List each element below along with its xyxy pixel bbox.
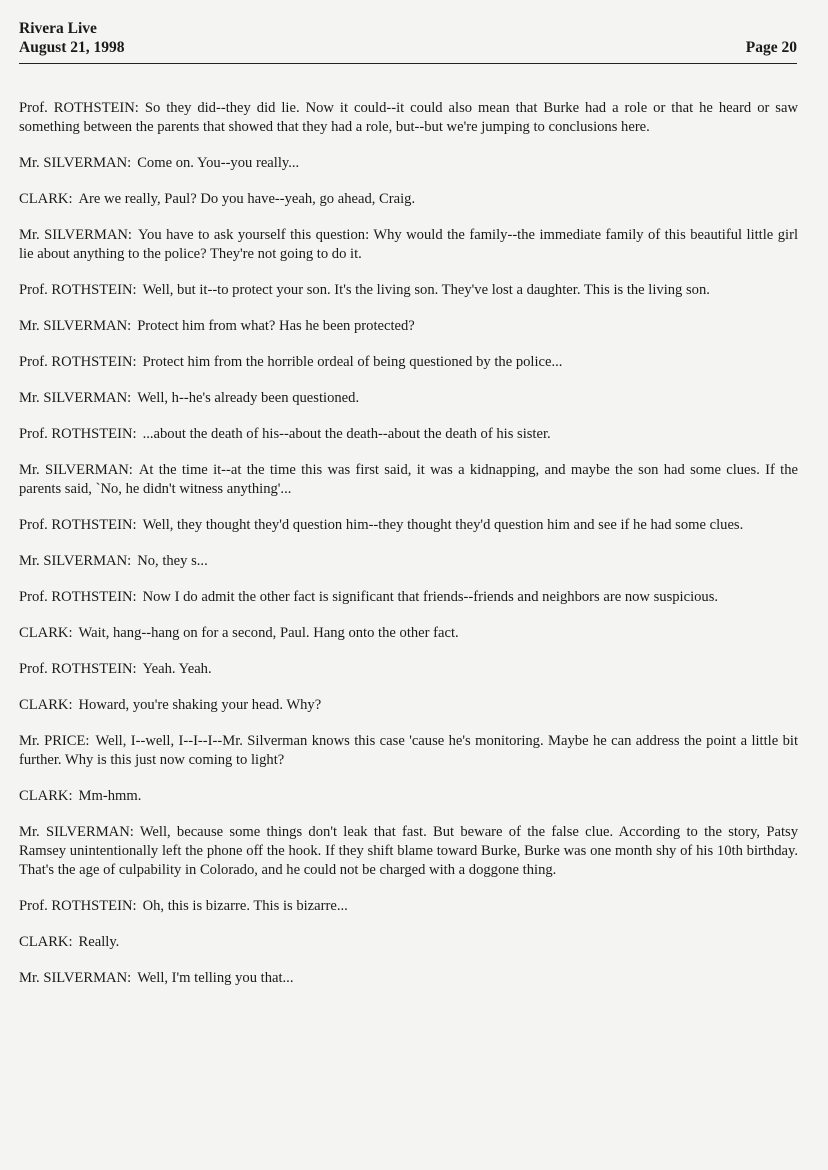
dialogue-text: Protect him from what? Has he been protected? bbox=[137, 318, 415, 334]
speaker-name: CLARK: bbox=[19, 191, 73, 207]
dialogue-text: Mm-hmm. bbox=[78, 788, 142, 804]
transcript-paragraph bbox=[19, 353, 798, 372]
transcript-paragraph bbox=[19, 190, 798, 209]
speaker-name: Prof. ROTHSTEIN: bbox=[19, 354, 137, 370]
transcript-paragraph bbox=[19, 154, 798, 173]
dialogue-text: So they did--they did lie. Now it could--it could also mean that Burke had a role or that he heard or saw something between the parents that showed that they had a role, but--but we're jumping to conclusions here. bbox=[19, 100, 798, 135]
page-number: Page 20 bbox=[745, 39, 797, 56]
speaker-name: CLARK: bbox=[19, 788, 73, 804]
dialogue-text: Well, h--he's already been questioned. bbox=[137, 390, 360, 406]
dialogue-text: Yeah. Yeah. bbox=[142, 661, 212, 677]
transcript-paragraph bbox=[19, 969, 798, 988]
speaker-name: Mr. SILVERMAN: bbox=[19, 318, 132, 334]
speaker-name: Prof. ROTHSTEIN: bbox=[19, 898, 137, 914]
speaker-name: Mr. SILVERMAN: bbox=[19, 970, 132, 986]
transcript-paragraph bbox=[19, 552, 798, 571]
transcript-paragraph bbox=[19, 696, 798, 715]
speaker-name: Mr. SILVERMAN: bbox=[19, 824, 134, 840]
dialogue-text: Come on. You--you really... bbox=[137, 155, 300, 171]
dialogue-text: Wait, hang--hang on for a second, Paul. Hang onto the other fact. bbox=[78, 625, 459, 641]
dialogue-text: Well, because some things don't leak that fast. But beware of the false clue. According to the story, Patsy Ramsey unintentionally left the phone off the hook. If they shift blame toward Burke, Burke was one month shy of his 10th birthday. That's the age of culpability in Colorado, and he could not be charged with a doggone thing. bbox=[19, 824, 798, 878]
transcript-paragraph bbox=[19, 897, 798, 916]
dialogue-text: At the time it--at the time this was first said, it was a kidnapping, and maybe the son had some clues. If the parents said, `No, he didn't witness anything'... bbox=[19, 462, 798, 497]
dialogue-text: No, they s... bbox=[137, 553, 208, 569]
transcript-paragraph bbox=[19, 823, 798, 880]
transcript-paragraph bbox=[19, 660, 798, 679]
dialogue-text: Protect him from the horrible ordeal of being questioned by the police... bbox=[142, 354, 563, 370]
transcript-paragraph bbox=[19, 99, 798, 137]
transcript-paragraph bbox=[19, 389, 798, 408]
dialogue-text: You have to ask yourself this question: Why would the family--the immediate family of this beautiful little girl lie about anything to the police? They're not going to do it. bbox=[19, 227, 798, 262]
speaker-name: Prof. ROTHSTEIN: bbox=[19, 282, 137, 298]
dialogue-text: Howard, you're shaking your head. Why? bbox=[78, 697, 322, 713]
transcript-paragraph bbox=[19, 588, 798, 607]
dialogue-text: Well, they thought they'd question him--they thought they'd question him and see if he had some clues. bbox=[142, 517, 744, 533]
speaker-name: Prof. ROTHSTEIN: bbox=[19, 100, 139, 116]
speaker-name: Prof. ROTHSTEIN: bbox=[19, 589, 137, 605]
transcript-paragraph bbox=[19, 732, 798, 770]
transcript-paragraph bbox=[19, 516, 798, 535]
speaker-name: Mr. SILVERMAN: bbox=[19, 462, 133, 478]
speaker-name: Mr. SILVERMAN: bbox=[19, 390, 132, 406]
dialogue-text: Well, I'm telling you that... bbox=[137, 970, 294, 986]
transcript-paragraph bbox=[19, 624, 798, 643]
speaker-name: Prof. ROTHSTEIN: bbox=[19, 661, 137, 677]
dialogue-text: Are we really, Paul? Do you have--yeah, go ahead, Craig. bbox=[78, 191, 416, 207]
speaker-name: CLARK: bbox=[19, 625, 73, 641]
transcript-paragraph bbox=[19, 281, 798, 300]
speaker-name: Mr. SILVERMAN: bbox=[19, 155, 132, 171]
speaker-name: Mr. PRICE: bbox=[19, 733, 90, 749]
transcript-paragraph bbox=[19, 461, 798, 499]
transcript-paragraph bbox=[19, 933, 798, 952]
header-row bbox=[19, 38, 797, 57]
speaker-name: Mr. SILVERMAN: bbox=[19, 553, 132, 569]
page-header bbox=[19, 19, 797, 57]
dialogue-text: Oh, this is bizarre. This is bizarre... bbox=[142, 898, 348, 914]
header-divider bbox=[19, 63, 797, 64]
transcript-paragraph bbox=[19, 787, 798, 806]
dialogue-text: Well, but it--to protect your son. It's the living son. They've lost a daughter. This is the living son. bbox=[142, 282, 710, 298]
broadcast-date: August 21, 1998 bbox=[19, 39, 125, 56]
transcript-paragraph bbox=[19, 226, 798, 264]
speaker-name: Prof. ROTHSTEIN: bbox=[19, 426, 137, 442]
transcript-paragraph bbox=[19, 425, 798, 444]
show-title: Rivera Live bbox=[19, 20, 97, 37]
speaker-name: Prof. ROTHSTEIN: bbox=[19, 517, 137, 533]
dialogue-text: ...about the death of his--about the death--about the death of his sister. bbox=[142, 426, 551, 442]
dialogue-text: Well, I--well, I--I--I--Mr. Silverman knows this case 'cause he's monitoring. Maybe he can address the point a little bit further. Why is this just now coming to light? bbox=[19, 733, 798, 768]
speaker-name: Mr. SILVERMAN: bbox=[19, 227, 132, 243]
speaker-name: CLARK: bbox=[19, 934, 73, 950]
transcript-body bbox=[19, 99, 798, 1005]
dialogue-text: Now I do admit the other fact is significant that friends--friends and neighbors are now suspicious. bbox=[142, 589, 719, 605]
transcript-paragraph bbox=[19, 317, 798, 336]
dialogue-text: Really. bbox=[78, 934, 120, 950]
speaker-name: CLARK: bbox=[19, 697, 73, 713]
